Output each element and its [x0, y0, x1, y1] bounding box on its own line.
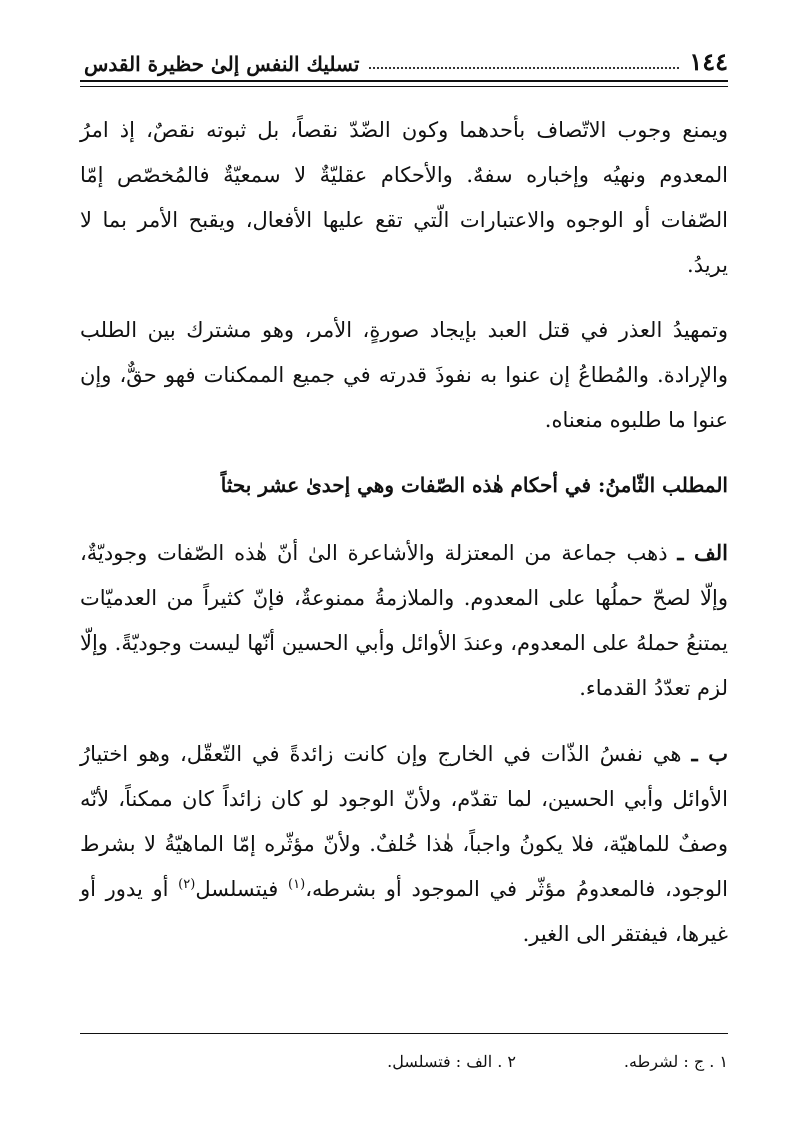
- paragraph-ba-text-1: هي نفسُ الذّات في الخارج وإن كانت زائدةً في التّعقّل، وهو اختيارُ الأوائل وأبي الحسين، لما تقدّم، ولأنّ الوجود لو كان زائداً كان ممكناً، لأنّه وصفٌ للماهيّة، فلا يكونُ واجباً، هٰذا خُلفٌ. ولأنّ مؤثّره إمّا الماهيّةُ لا بشرط الوجود، فالمعدومُ مؤثّر في الموجود أو بشرطه،: [80, 742, 728, 901]
- item-lead-alef: الف ـ: [677, 540, 728, 565]
- paragraph-ba: [80, 731, 728, 957]
- item-lead-ba: ب ـ: [691, 741, 729, 766]
- header-dotted-leader: [369, 66, 679, 69]
- paragraph-2: وتمهيدُ العذر في قتل العبد بإيجاد صورةٍ، الأمر، وهو مشترك بين الطلب والإرادة. والمُطاعُ إن عنوا به نفوذَ قدرته في جميع الممكنات فهو حقٌّ، وإن عنوا ما طلبوه منعناه.: [80, 318, 728, 432]
- page-header: [80, 38, 728, 74]
- running-title: تسليك النفس إلىٰ حظيرة القدس: [84, 52, 360, 76]
- footnote-1: ١ . ج : لشرطه.: [623, 1052, 728, 1071]
- footnote-mark-1[interactable]: (١): [288, 877, 306, 892]
- paragraph-ba-text-3: أو يدور أو غيرها، فيفتقر الى الغير.: [80, 877, 728, 946]
- footnote-2: ٢ . الف : فتسلسل.: [387, 1052, 516, 1071]
- header-rule-thick: [80, 80, 728, 82]
- page-body: [80, 108, 728, 977]
- paragraph-ba-text-2: فيتسلسل: [195, 877, 289, 901]
- paragraph-alef-text: ذهب جماعة من المعتزلة والأشاعرة الىٰ أنّ هٰذه الصّفات وجوديّةٌ، وإلّا لصحّ حملُها على المعدوم. والملازمةُ ممنوعةٌ، فإنّ كثيراً من العدميّات يمتنعُ حملهُ على المعدوم، وعندَ الأوائل وأبي الحسين أنّها ليست وجوديّةً. وإلّا لزم تعدّدُ القدماء.: [80, 541, 728, 700]
- footnotes: [80, 1052, 728, 1071]
- section-heading: المطلب الثّامنُ: في أحكام هٰذه الصّفات وهي إحدىٰ عشر بحثاً: [220, 473, 728, 497]
- page-number: ١٤٤: [689, 47, 728, 76]
- paragraph-alef: [80, 530, 728, 711]
- header-rule-thin: [80, 86, 728, 87]
- footnote-mark-2[interactable]: (٢): [178, 877, 196, 892]
- paragraph-1: ويمنع وجوب الاتّصاف بأحدهما وكون الضّدّ نقصاً، بل ثبوته نقصٌ، إذ امرُ المعدوم ونهيُه وإخباره سفهٌ. والأحكام عقليّةٌ لا سمعيّةٌ فالمُخصّص إمّا الصّفات أو الوجوه والاعتبارات الّتي تقع عليها الأفعال، ويقبح الأمر بما لا يريدُ.: [80, 118, 728, 277]
- footnote-divider: [80, 1033, 728, 1034]
